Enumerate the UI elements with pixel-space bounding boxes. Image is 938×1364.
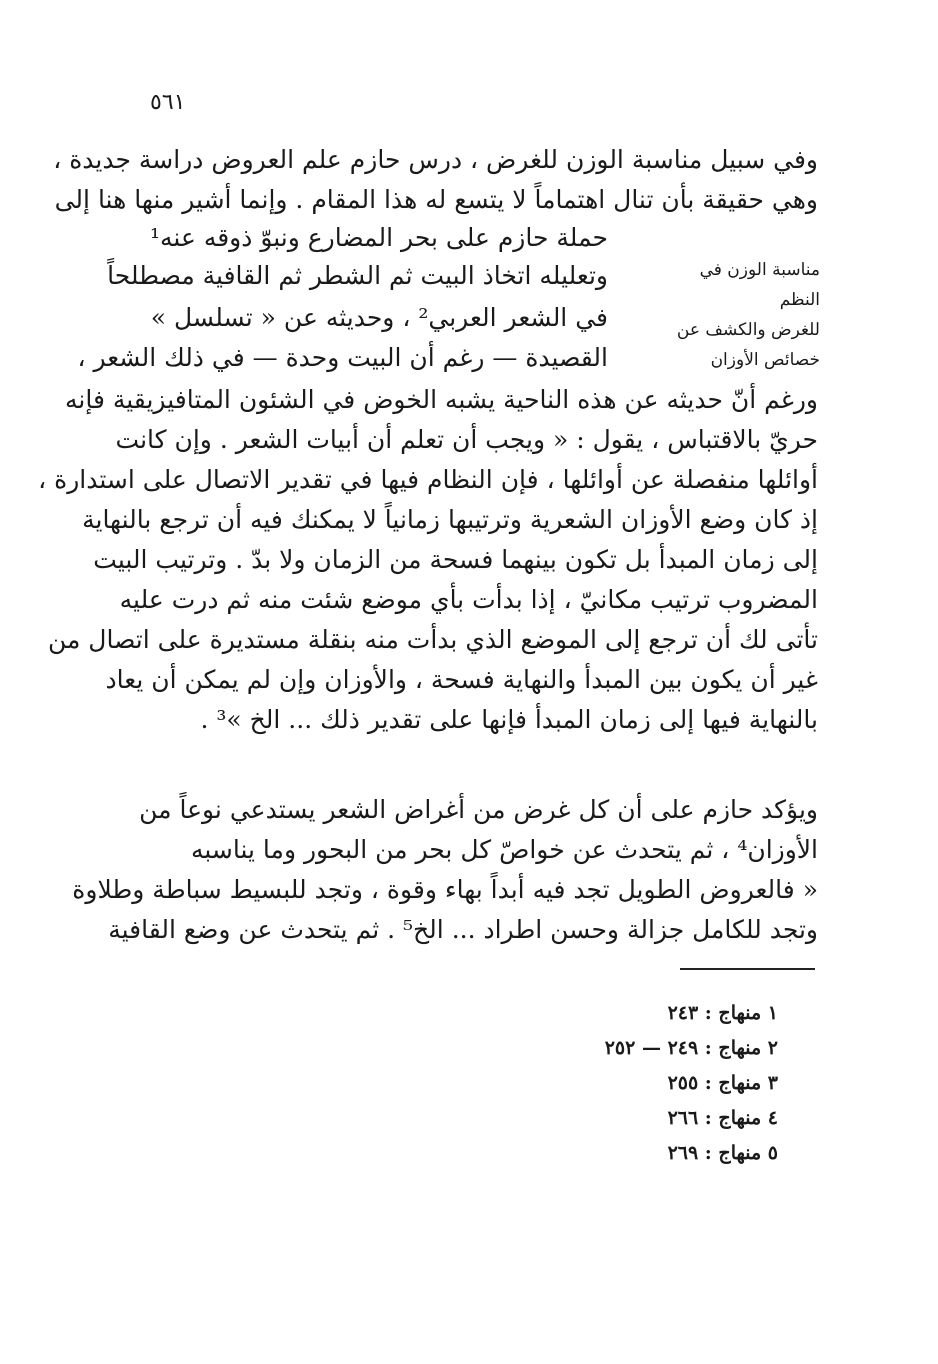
text-line: ورغم أنّ حديثه عن هذه الناحية يشبه الخوض في الشئون المتافيزيقية فإنه	[64, 385, 818, 414]
text-line: في الشعر العربي² ، وحديثه عن « تسلسل »	[150, 303, 608, 332]
text-line: بالنهاية فيها إلى زمان المبدأ فإنها على تقدير ذلك ... الخ »³ .	[200, 705, 818, 734]
text-line: تأتى لك أن ترجع إلى الموضع الذي بدأت منه بنقلة مستديرة على اتصال من	[47, 625, 818, 654]
text-line: وهي حقيقة بأن تنال اهتماماً لا يتسع له هذا المقام . وإنما أشير منها هنا إلى	[54, 185, 818, 214]
marginal-note-line: خصائص الأوزان	[710, 350, 820, 370]
text-line: ويؤكد حازم على أن كل غرض من أغراض الشعر يستدعي نوعاً من	[139, 795, 818, 824]
text-line: المضروب ترتيب مكانيّ ، إذا بدأت بأي موضع شئت منه ثم درت عليه	[119, 585, 818, 614]
footnote: ٣ منهاج : ٢٥٥	[667, 1072, 778, 1094]
text-line: القصيدة — رغم أن البيت وحدة — في ذلك الشعر ،	[77, 343, 608, 372]
footnote: ٤ منهاج : ٢٦٦	[667, 1107, 778, 1129]
text-line: حملة حازم على بحر المضارع ونبوّ ذوقه عنه¹	[149, 223, 608, 252]
page-number: ٥٦١	[150, 90, 186, 115]
text-line: وتعليله اتخاذ البيت ثم الشطر ثم القافية مصطلحاً	[107, 261, 608, 290]
text-line: غير أن يكون بين المبدأ والنهاية فسحة ، والأوزان وإن لم يمكن أن يعاد	[105, 665, 818, 694]
text-line: أوائلها منفصلة عن أوائلها ، فإن النظام فيها في تقدير الاتصال على استدارة ،	[38, 465, 818, 494]
text-line: حريّ بالاقتباس ، يقول : « ويجب أن تعلم أن أبيات الشعر . وإن كانت	[115, 425, 818, 454]
footnote: ١ منهاج : ٢٤٣	[667, 1002, 778, 1024]
text-line: « فالعروض الطويل تجد فيه أبداً بهاء وقوة ، وتجد للبسيط سباطة وطلاوة	[72, 875, 818, 904]
text-line: إلى زمان المبدأ بل تكون بينهما فسحة من الزمان ولا بدّ . وترتيب البيت	[93, 545, 818, 574]
footnote: ٢ منهاج : ٢٤٩ — ٢٥٢	[604, 1037, 778, 1059]
marginal-note	[655, 255, 820, 375]
text-line: إذ كان وضع الأوزان الشعرية وترتيبها زمانياً لا يمكنك فيه أن ترجع بالنهاية	[82, 505, 818, 534]
footnote: ٥ منهاج : ٢٦٩	[667, 1142, 778, 1164]
text-line: وتجد للكامل جزالة وحسن اطراد ... الخ⁵ . ثم يتحدث عن وضع القافية	[108, 915, 818, 944]
text-line: الأوزان⁴ ، ثم يتحدث عن خواصّ كل بحر من البحور وما يناسبه	[190, 835, 818, 864]
marginal-note-line: للغرض والكشف عن	[676, 320, 820, 340]
text-line: وفي سبيل مناسبة الوزن للغرض ، درس حازم علم العروض دراسة جديدة ،	[53, 145, 818, 174]
footnote-divider	[680, 968, 815, 970]
marginal-note-line: مناسبة الوزن في النظم	[699, 260, 820, 310]
